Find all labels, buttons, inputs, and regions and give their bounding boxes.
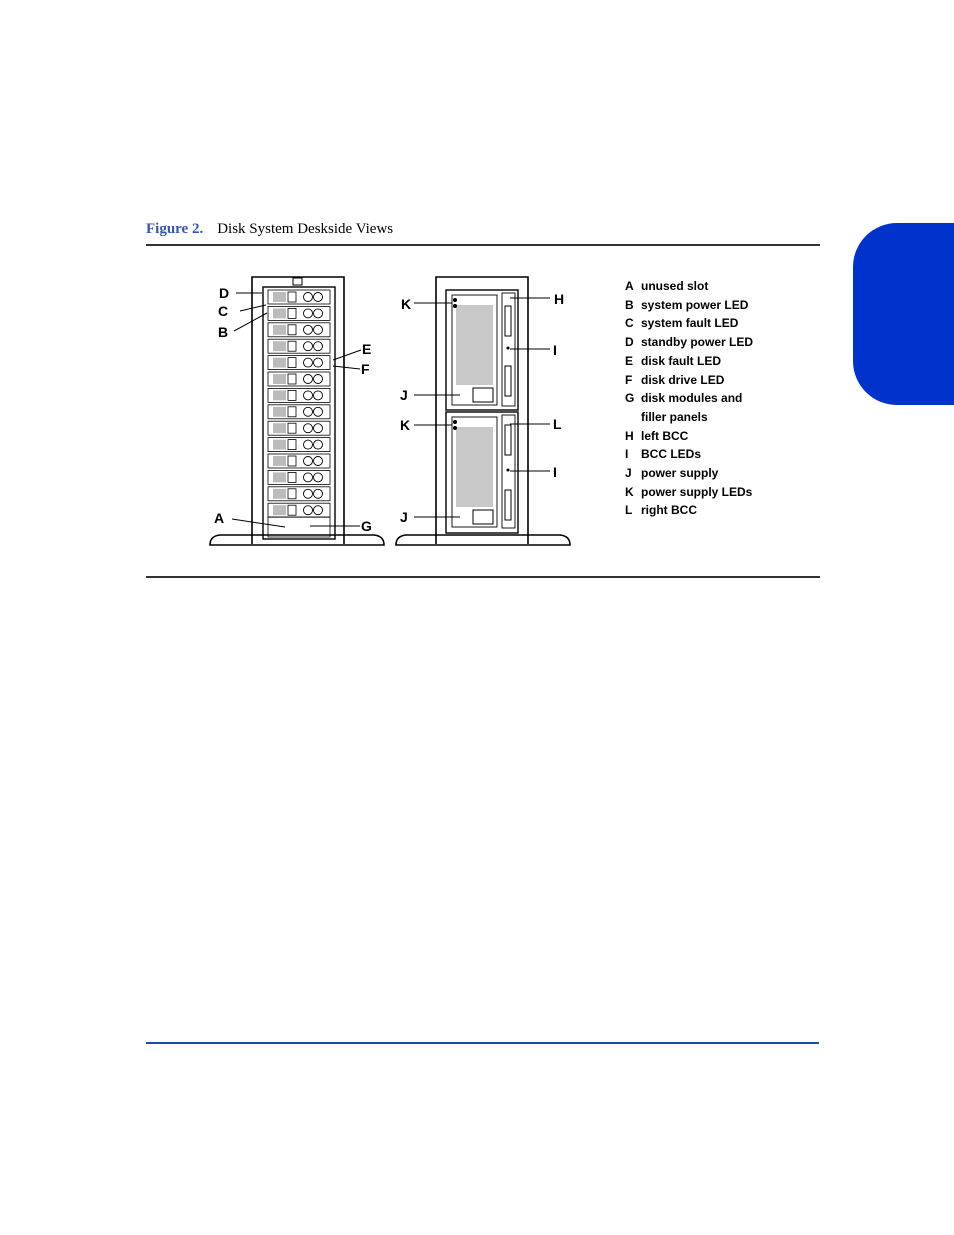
legend-label: BCC LEDs (641, 447, 702, 462)
legend-key: H (625, 428, 634, 443)
deskside-views-figure (200, 265, 600, 560)
rear-view (396, 277, 570, 545)
figure-number: Figure 2. (146, 221, 204, 237)
legend-item (625, 352, 753, 371)
legend-label: system fault LED (641, 316, 739, 331)
legend-item (625, 371, 753, 390)
bottom-rule (146, 576, 820, 578)
vent-grille (456, 305, 493, 507)
callout-b: B (218, 324, 229, 340)
legend-item (625, 389, 753, 426)
legend-label: disk fault LED (641, 353, 722, 368)
legend-key: K (625, 484, 634, 499)
callout-c: C (218, 303, 229, 319)
legend-key: A (625, 279, 634, 293)
callout-j-bottom: J (400, 509, 408, 525)
legend-label: left BCC (641, 428, 689, 443)
legend-item (625, 501, 753, 520)
legend-label: power supply (641, 466, 719, 481)
legend-label: power supply LEDs (641, 484, 753, 499)
legend-key: J (625, 466, 632, 481)
front-view (210, 277, 384, 545)
legend-label: system power LED (641, 297, 749, 312)
chapter-tab (853, 223, 954, 405)
legend-label: right BCC (641, 503, 697, 518)
legend-item (625, 333, 753, 352)
legend-key: L (625, 503, 633, 518)
legend-key: B (625, 297, 634, 312)
legend-label: disk modules and filler panels (641, 391, 743, 424)
callout-d: D (219, 285, 230, 301)
callout-k-top: K (401, 296, 412, 312)
callout-a: A (214, 510, 225, 526)
legend-item (625, 277, 753, 296)
legend-item (625, 483, 753, 502)
legend-key: D (625, 335, 634, 350)
figure-caption (146, 221, 393, 238)
callout-j-top: J (400, 387, 408, 403)
callout-i-bottom: I (553, 464, 557, 480)
callout-h: H (554, 291, 565, 307)
legend-label: standby power LED (641, 335, 754, 350)
callout-e: E (362, 341, 372, 357)
callout-l: L (553, 416, 562, 432)
footer-rule (146, 1042, 819, 1044)
legend-label: disk drive LED (641, 372, 725, 387)
legend-item (625, 427, 753, 446)
legend-key: F (625, 372, 633, 387)
legend-key: E (625, 353, 634, 368)
legend-key: I (625, 447, 629, 462)
callout-f: F (361, 361, 370, 377)
figure-legend (625, 277, 753, 520)
callout-i-top: I (553, 342, 557, 358)
legend-item (625, 464, 753, 483)
legend-item (625, 314, 753, 333)
callout-k-bottom: K (400, 417, 411, 433)
disk-modules (268, 290, 330, 517)
figure-title: Disk System Deskside Views (217, 221, 394, 237)
legend-item (625, 296, 753, 315)
legend-key: G (625, 391, 635, 406)
legend-item (625, 445, 753, 464)
top-rule (146, 244, 820, 246)
legend-key: C (625, 316, 634, 331)
callout-g: G (361, 518, 372, 534)
legend-label: unused slot (641, 279, 709, 293)
